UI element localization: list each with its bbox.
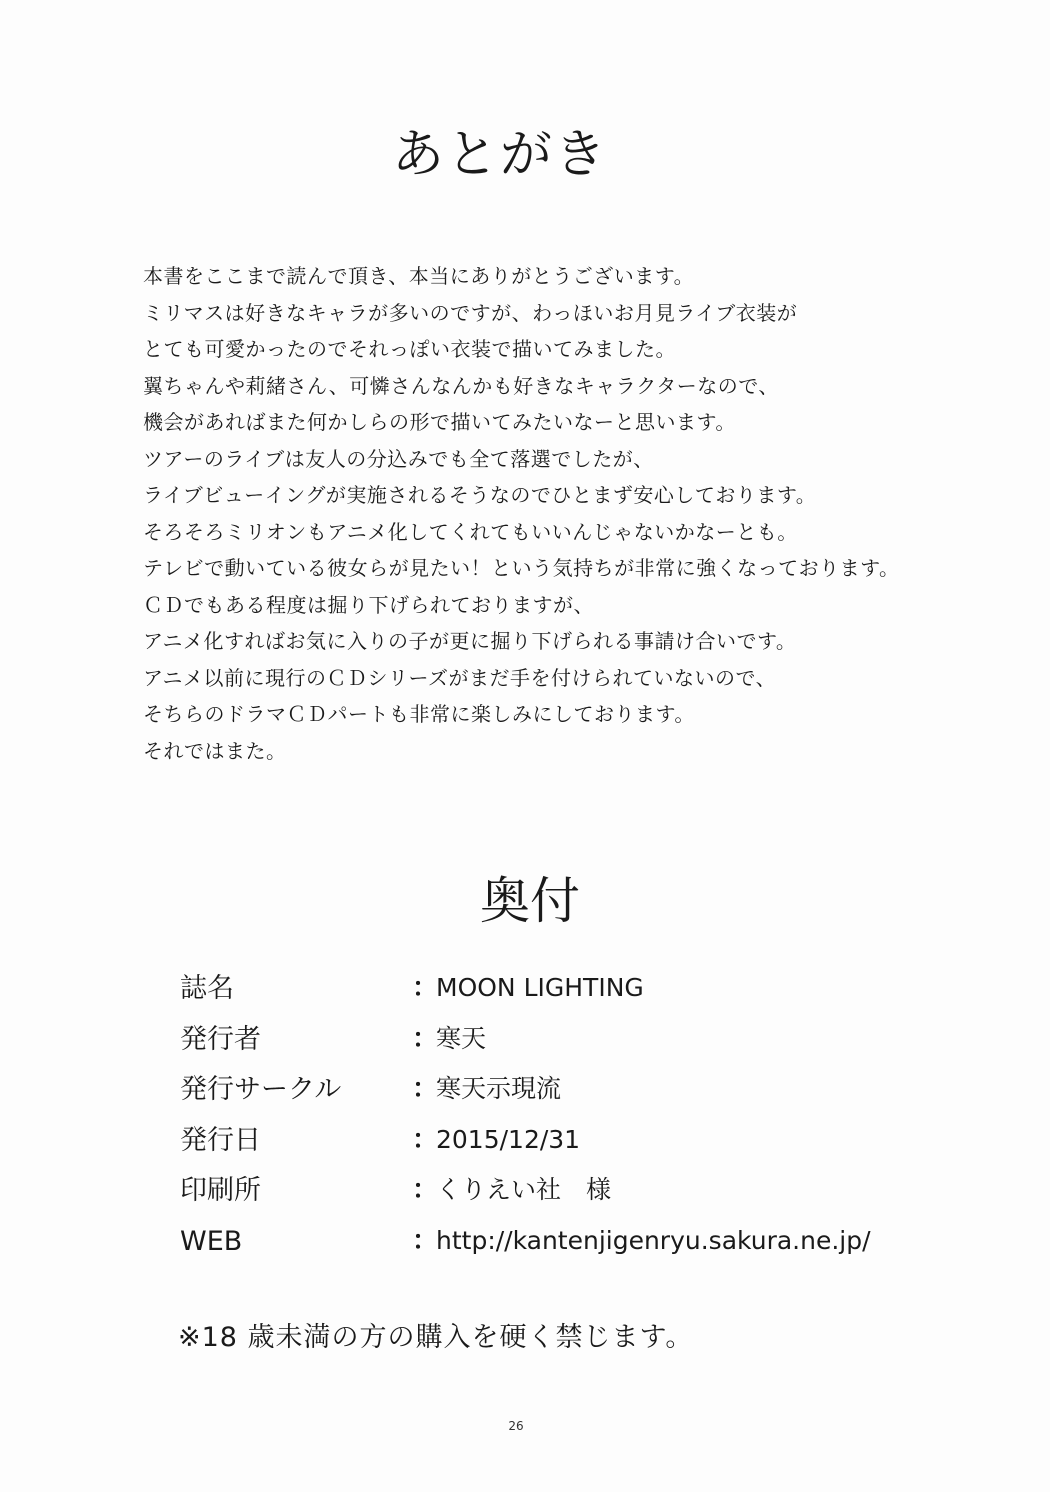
colophon-label: 発行者	[180, 1023, 261, 1055]
colophon-label: 印刷所	[180, 1175, 261, 1206]
web-url: http://kantenjigenryu.sakura.ne.jp/	[436, 1225, 871, 1255]
colophon-row-printer	[180, 1168, 900, 1219]
afterword-body	[143, 258, 943, 769]
colophon-label: 発行日	[180, 1124, 261, 1156]
afterword-line: そちらのドラマＣＤパートも非常に楽しみにしております。	[143, 702, 695, 726]
colophon-label: 誌名	[180, 973, 234, 1004]
colophon-separator: ：	[412, 973, 439, 1003]
colophon-label: WEB	[180, 1225, 243, 1257]
colophon-label: 発行サークル	[180, 1074, 342, 1105]
afterword-line: とても可愛かったのでそれっぽい衣装で描いてみました。	[143, 337, 676, 361]
colophon-row-publisher	[180, 1017, 900, 1068]
afterword-line: アニメ以前に現行のＣＤシリーズがまだ手を付けられていないので、	[143, 665, 777, 690]
afterword-line: ライブビューイングが実施されるそうなのでひとまず安心しております。	[143, 483, 817, 507]
colophon-separator: ：	[412, 1074, 439, 1104]
colophon-separator: ：	[412, 1023, 439, 1054]
page-number: 26	[508, 1419, 524, 1433]
colophon-row-web	[180, 1219, 900, 1270]
colophon-row-title	[180, 966, 900, 1017]
colophon-value: くりえい社 様	[436, 1175, 612, 1204]
colophon-value: MOON LIGHTING	[436, 973, 644, 1002]
afterword-line: テレビで動いている彼女らが見たい！という気持ちが非常に強くなっております。	[143, 556, 900, 580]
afterword-line: 機会があればまた何かしらの形で描いてみたいなーと思います。	[143, 410, 736, 434]
afterword-line: ＣＤでもある程度は掘り下げられておりますが、	[143, 592, 594, 617]
afterword-line: そろそろミリオンもアニメ化してくれてもいいんじゃないかなーとも。	[143, 519, 798, 544]
afterword-title: あとがき	[391, 125, 608, 185]
colophon-table	[180, 966, 900, 1269]
afterword-line: アニメ化すればお気に入りの子が更に掘り下げられる事請け合いです。	[143, 629, 797, 653]
colophon-row-circle	[180, 1067, 900, 1118]
colophon-separator: ：	[412, 1175, 439, 1205]
colophon-row-date	[180, 1118, 900, 1169]
afterword-line: ツアーのライブは友人の分込みでも全て落選でしたが、	[143, 446, 654, 471]
colophon-value: 2015/12/31	[436, 1124, 581, 1154]
afterword-line: ミリマスは好きなキャラが多いのですが、わっほいお月見ライブ衣装が	[143, 300, 798, 325]
colophon-value: 寒天示現流	[436, 1074, 562, 1103]
colophon-separator: ：	[412, 1225, 439, 1256]
afterword-line: それではまた。	[143, 738, 287, 763]
colophon-title: 奥付	[480, 872, 580, 930]
afterword-line: 本書をここまで読んで頂き、本当にありがとうございます。	[143, 264, 695, 288]
colophon-separator: ：	[412, 1124, 439, 1155]
afterword-line: 翼ちゃんや莉緒さん、可憐さんなんかも好きなキャラクターなので、	[143, 373, 779, 398]
colophon-value: 寒天	[436, 1023, 487, 1053]
age-restriction-notice: ※18 歳未満の方の購入を硬く禁じます。	[178, 1322, 694, 1353]
